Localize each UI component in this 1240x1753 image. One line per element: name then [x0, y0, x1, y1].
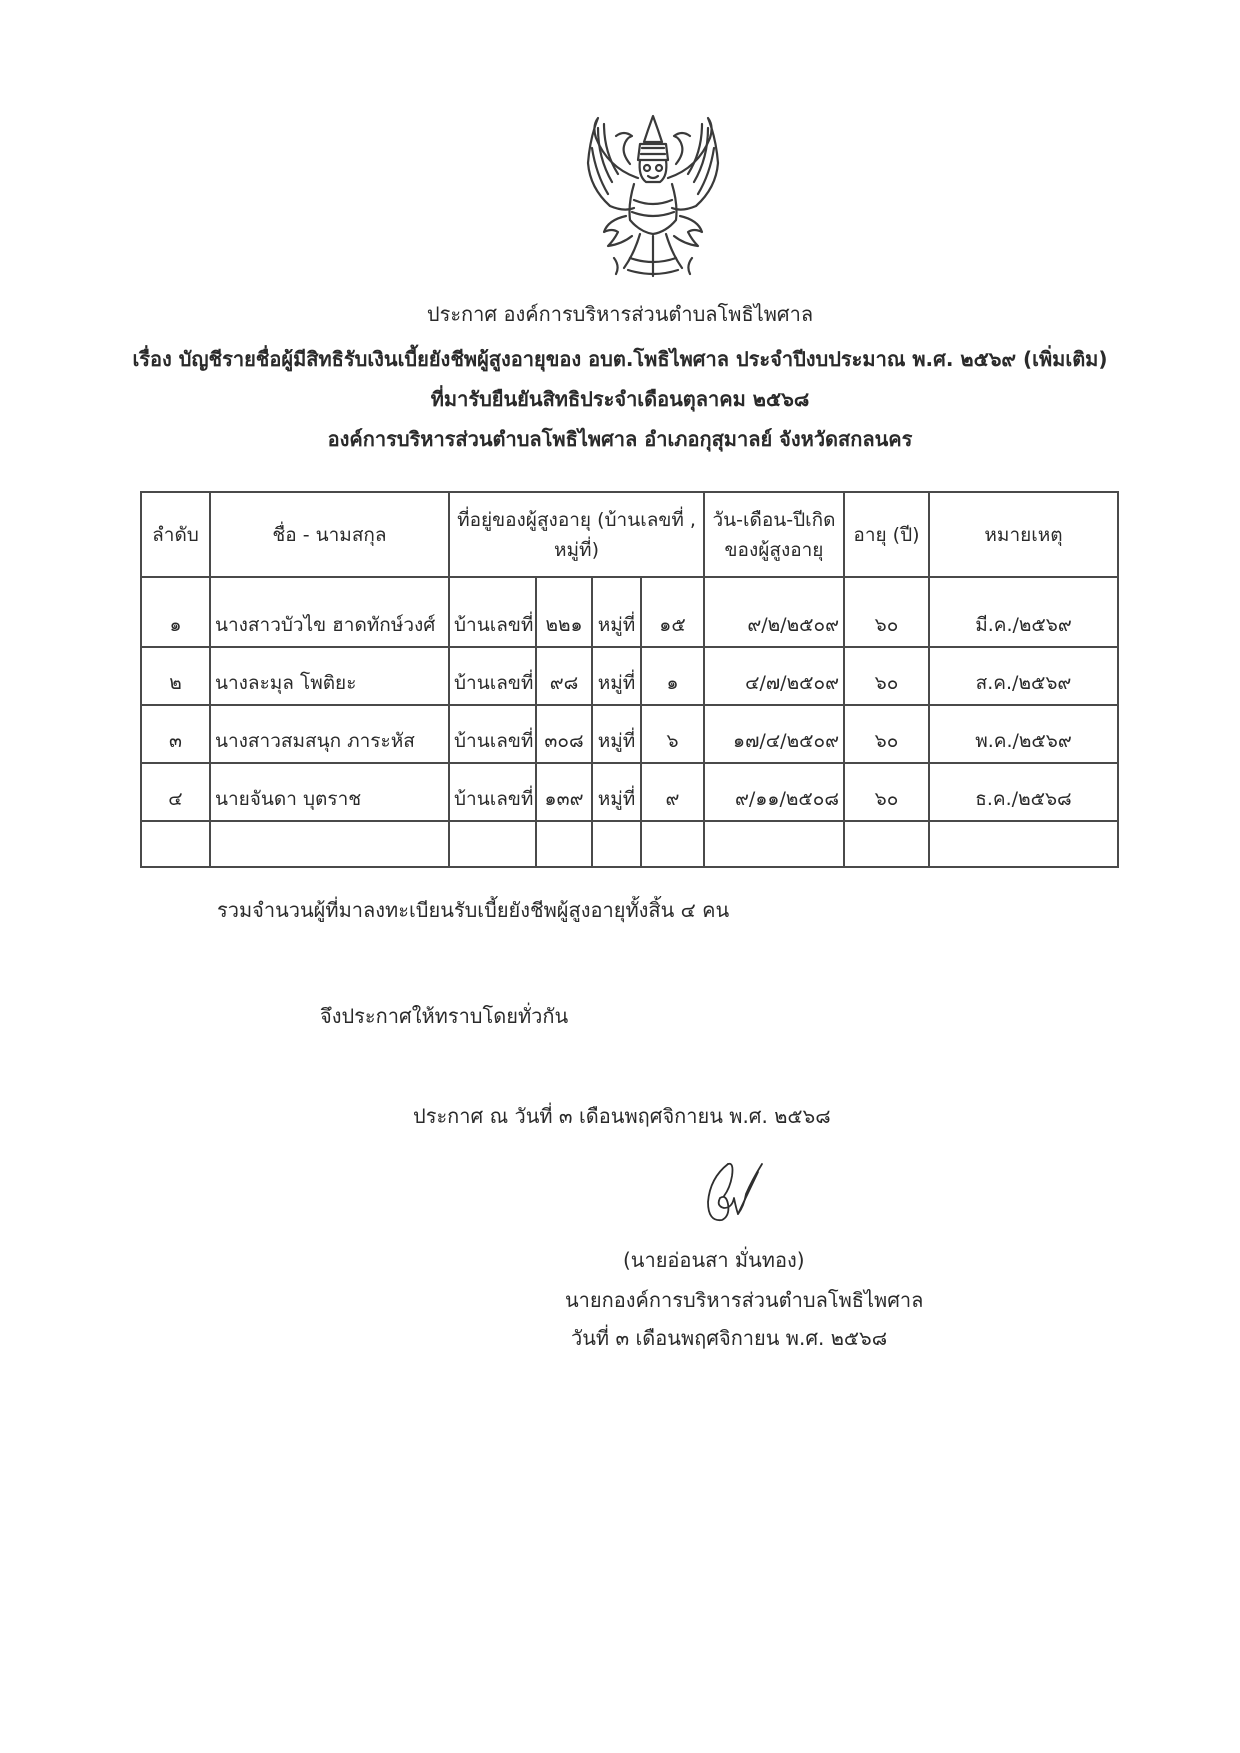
cell-house-no: ๑๓๙: [536, 763, 592, 821]
cell-empty: [641, 821, 704, 867]
garuda-emblem-icon: [568, 108, 738, 283]
cell-remark: ส.ค./๒๕๖๙: [929, 647, 1118, 705]
organization-line: องค์การบริหารส่วนตำบลโพธิไพศาล อำเภอกุสุมาลย์ จังหวัดสกลนคร: [327, 427, 913, 451]
cell-moo: ๑: [641, 647, 704, 705]
cell-age: ๖๐: [844, 647, 929, 705]
announcement-title: ประกาศ องค์การบริหารส่วนตำบลโพธิไพศาล: [426, 302, 814, 326]
cell-no: ๓: [141, 705, 210, 763]
cell-age: ๖๐: [844, 763, 929, 821]
cell-empty: [844, 821, 929, 867]
cell-remark: มี.ค./๒๕๖๙: [929, 577, 1118, 647]
signatory-position: นายกองค์การบริหารส่วนตำบลโพธิไพศาล: [565, 1288, 924, 1312]
header-age: อายุ (ปี): [844, 492, 929, 577]
cell-house-label: บ้านเลขที่: [449, 705, 536, 763]
cell-moo: ๙: [641, 763, 704, 821]
cell-empty: [704, 821, 844, 867]
cell-no: ๑: [141, 577, 210, 647]
cell-moo-label: หมู่ที่: [592, 647, 641, 705]
cell-age: ๖๐: [844, 577, 929, 647]
cell-house-no: ๓๐๘: [536, 705, 592, 763]
header-dob: [704, 492, 844, 577]
table-row: [141, 647, 1118, 705]
header-name: ชื่อ - นามสกุล: [210, 492, 449, 577]
cell-no: ๔: [141, 763, 210, 821]
cell-name: นายจันดา บุตราช: [210, 763, 449, 821]
cell-dob: ๑๗/๔/๒๕๐๙: [704, 705, 844, 763]
cell-house-label: บ้านเลขที่: [449, 763, 536, 821]
table-row: [141, 577, 1118, 647]
closing-text: จึงประกาศให้ทราบโดยทั่วกัน: [320, 1004, 569, 1028]
cell-empty: [929, 821, 1118, 867]
cell-no: ๒: [141, 647, 210, 705]
cell-empty: [592, 821, 641, 867]
beneficiary-table: [140, 491, 1119, 868]
table-header-row: [141, 492, 1118, 577]
cell-dob: ๙/๒/๒๕๐๙: [704, 577, 844, 647]
subject-line: เรื่อง บัญชีรายชื่อผู้มีสิทธิรับเงินเบี้ยยังชีพผู้สูงอายุของ อบต.โพธิไพศาล ประจำปีงบประมาณ พ.ศ. ๒๕๖๙ (เพิ่มเติม): [132, 347, 1108, 371]
cell-empty: [449, 821, 536, 867]
cell-house-label: บ้านเลขที่: [449, 577, 536, 647]
table-row: [141, 705, 1118, 763]
cell-house-no: ๙๘: [536, 647, 592, 705]
header-address: [449, 492, 704, 577]
cell-moo-label: หมู่ที่: [592, 577, 641, 647]
summary-text: รวมจำนวนผู้ที่มาลงทะเบียนรับเบี้ยยังชีพผู้สูงอายุทั้งสิ้น ๔ คน: [217, 898, 730, 922]
cell-remark: พ.ค./๒๕๖๙: [929, 705, 1118, 763]
cell-remark: ธ.ค./๒๕๖๘: [929, 763, 1118, 821]
cell-empty: [141, 821, 210, 867]
cell-dob: ๙/๑๑/๒๕๐๘: [704, 763, 844, 821]
cell-empty: [210, 821, 449, 867]
cell-age: ๖๐: [844, 705, 929, 763]
header-remark: หมายเหตุ: [929, 492, 1118, 577]
announce-date: ประกาศ ณ วันที่ ๓ เดือนพฤศจิกายน พ.ศ. ๒๕๖๘: [413, 1104, 831, 1128]
cell-moo-label: หมู่ที่: [592, 763, 641, 821]
handwritten-signature-icon: [700, 1158, 780, 1228]
cell-house-no: ๒๒๑: [536, 577, 592, 647]
cell-name: นางสาวบัวไข ฮาดทักษ์วงศ์: [210, 577, 449, 647]
signatory-name: (นายอ่อนสา มั่นทอง): [623, 1248, 805, 1272]
header-no: ลำดับ: [141, 492, 210, 577]
cell-name: นางสาวสมสนุก ภาระหัส: [210, 705, 449, 763]
table-row: [141, 763, 1118, 821]
cell-name: นางละมุล โพติยะ: [210, 647, 449, 705]
cell-moo: ๖: [641, 705, 704, 763]
table-row-empty: [141, 821, 1118, 867]
cell-dob: ๔/๗/๒๕๐๙: [704, 647, 844, 705]
signatory-date: วันที่ ๓ เดือนพฤศจิกายน พ.ศ. ๒๕๖๘: [571, 1326, 888, 1350]
subtitle-line: ที่มารับยืนยันสิทธิประจำเดือนตุลาคม ๒๕๖๘: [430, 387, 810, 411]
cell-moo: ๑๕: [641, 577, 704, 647]
header-address-line1: ที่อยู่ของผู้สูงอายุ (บ้านเลขที่ ,: [457, 508, 696, 531]
header-dob-line1: วัน-เดือน-ปีเกิด: [712, 508, 836, 531]
cell-empty: [536, 821, 592, 867]
header-dob-line2: ของผู้สูงอายุ: [724, 538, 824, 561]
cell-moo-label: หมู่ที่: [592, 705, 641, 763]
cell-house-label: บ้านเลขที่: [449, 647, 536, 705]
header-address-line2: หมู่ที่): [554, 538, 599, 561]
